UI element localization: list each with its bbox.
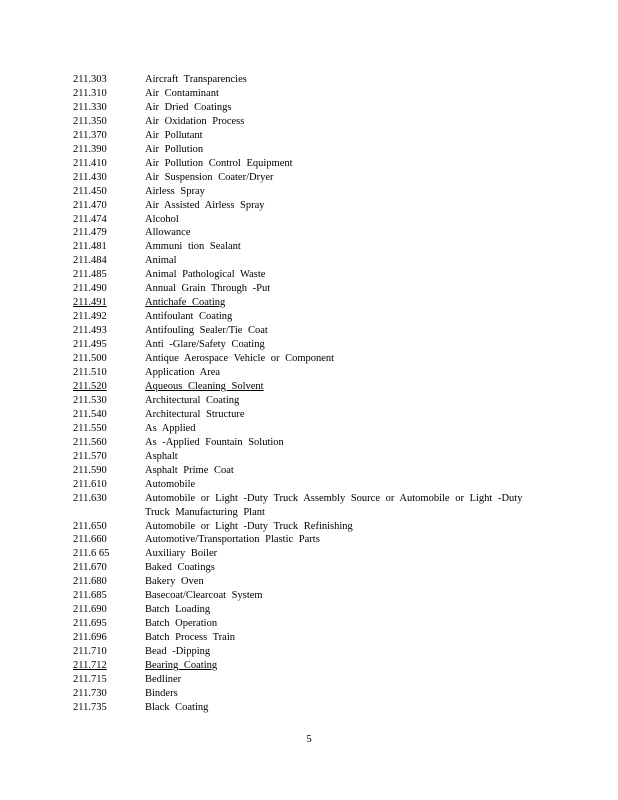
section-number: 211.484 <box>73 255 107 267</box>
section-number: 211.470 <box>73 199 107 211</box>
defined-term: Alcohol <box>145 213 179 225</box>
index-entry <box>73 87 543 101</box>
defined-term: Antique Aerospace Vehicle or Component <box>145 353 335 365</box>
defined-term: Animal <box>145 255 177 267</box>
defined-term: Basecoat/Clearcoat System <box>145 590 263 602</box>
index-entry <box>73 115 543 129</box>
section-number: 211.630 <box>73 492 107 504</box>
index-entry <box>73 282 543 296</box>
defined-term: Bedliner <box>145 673 182 685</box>
section-number: 211.715 <box>73 673 107 685</box>
defined-term: Aqueous Cleaning Solvent <box>145 380 264 392</box>
index-entry <box>73 380 543 394</box>
defined-term: Antichafe Coating <box>145 297 226 309</box>
index-entry <box>73 436 543 450</box>
index-entry <box>73 171 543 185</box>
defined-term: Batch Operation <box>145 618 218 630</box>
section-number: 211.490 <box>73 283 107 295</box>
definition-index-list <box>73 73 543 715</box>
defined-term: Air Pollutant <box>145 129 203 141</box>
section-number: 211.495 <box>73 339 107 351</box>
section-number: 211.660 <box>73 534 107 546</box>
defined-term: Bearing Coating <box>145 660 218 672</box>
defined-term: Binders <box>145 687 178 699</box>
defined-term: Batch Loading <box>145 604 211 616</box>
section-number: 211.479 <box>73 227 107 239</box>
index-entry <box>73 213 543 227</box>
index-entry <box>73 254 543 268</box>
section-number: 211.492 <box>73 311 107 323</box>
index-entry <box>73 268 543 282</box>
defined-term: Architectural Structure <box>145 408 245 420</box>
section-number: 211.310 <box>73 87 107 99</box>
defined-term: Antifouling Sealer/Tie Coat <box>145 325 268 337</box>
defined-term: Airless Spray <box>145 185 205 197</box>
index-entry <box>73 129 543 143</box>
section-number: 211.730 <box>73 687 107 699</box>
index-entry <box>73 575 543 589</box>
index-entry <box>73 199 543 213</box>
section-number: 211.670 <box>73 562 107 574</box>
section-number: 211.560 <box>73 436 107 448</box>
index-entry <box>73 701 543 715</box>
defined-term: Antifoulant Coating <box>145 311 233 323</box>
index-entry <box>73 561 543 575</box>
defined-term: Air Suspension Coater/Dryer <box>145 171 274 183</box>
section-number: 211.650 <box>73 520 107 532</box>
index-entry <box>73 143 543 157</box>
index-entry <box>73 101 543 115</box>
index-entry <box>73 185 543 199</box>
index-entry <box>73 589 543 603</box>
index-entry <box>73 673 543 687</box>
defined-term: Air Pollution <box>145 143 204 155</box>
section-number: 211.712 <box>73 660 107 672</box>
defined-term: Asphalt <box>145 450 178 462</box>
section-number: 211.303 <box>73 74 107 85</box>
section-number: 211.330 <box>73 101 107 113</box>
section-number: 211.493 <box>73 325 107 337</box>
defined-term: Bakery Oven <box>145 576 204 588</box>
section-number: 211.710 <box>73 646 107 658</box>
defined-term: Automobile <box>145 478 196 490</box>
section-number: 211.485 <box>73 269 107 281</box>
defined-term: Air Assisted Airless Spray <box>145 199 265 211</box>
index-entry <box>73 603 543 617</box>
defined-term: Automotive/Transportation Plastic Parts <box>145 534 320 546</box>
defined-term: Air Oxidation Process <box>145 115 245 127</box>
page-number: 5 <box>306 733 312 745</box>
section-number: 211.570 <box>73 450 107 462</box>
index-entry <box>73 547 543 561</box>
section-number: 211.590 <box>73 464 107 476</box>
defined-term: Ammuni tion Sealant <box>145 241 241 253</box>
defined-term: Air Pollution Control Equipment <box>145 157 293 169</box>
section-number: 211.680 <box>73 576 107 588</box>
index-entry <box>73 408 543 422</box>
defined-term: Application Area <box>145 367 221 379</box>
index-entry <box>73 240 543 254</box>
index-entry <box>73 645 543 659</box>
index-entry <box>73 226 543 240</box>
defined-term: Automobile or Light -Duty Truck Refinishing <box>145 520 353 532</box>
index-entry <box>73 617 543 631</box>
section-number: 211.685 <box>73 590 107 602</box>
defined-term: Baked Coatings <box>145 562 215 574</box>
defined-term: As -Applied Fountain Solution <box>145 436 284 448</box>
defined-term: Auxiliary Boiler <box>145 548 218 560</box>
defined-term: Animal Pathological Waste <box>145 269 266 281</box>
index-entry <box>73 73 543 87</box>
index-entry <box>73 366 543 380</box>
defined-term: Air Dried Coatings <box>145 101 232 113</box>
section-number: 211.6 65 <box>73 548 110 560</box>
index-entry <box>73 422 543 436</box>
defined-term: Black Coating <box>145 701 209 713</box>
section-number: 211.695 <box>73 618 107 630</box>
index-entry <box>73 296 543 310</box>
index-entry <box>73 492 543 520</box>
defined-term: Bead -Dipping <box>145 646 211 658</box>
section-number: 211.450 <box>73 185 107 197</box>
section-number: 211.530 <box>73 394 107 406</box>
defined-term: As Applied <box>145 422 196 434</box>
section-number: 211.735 <box>73 701 107 713</box>
section-number: 211.696 <box>73 632 107 644</box>
defined-term: Allowance <box>145 227 191 239</box>
defined-term: Air Contaminant <box>145 87 219 99</box>
section-number: 211.430 <box>73 171 107 183</box>
section-number: 211.474 <box>73 213 107 225</box>
defined-term: Annual Grain Through -Put <box>145 283 271 295</box>
index-entry <box>73 352 543 366</box>
defined-term: Anti -Glare/Safety Coating <box>145 339 265 351</box>
index-entry <box>73 450 543 464</box>
defined-term: Aircraft Transparencies <box>145 74 247 85</box>
section-number: 211.510 <box>73 367 107 379</box>
section-number: 211.690 <box>73 604 107 616</box>
defined-term: Asphalt Prime Coat <box>145 464 234 476</box>
index-entry <box>73 310 543 324</box>
section-number: 211.370 <box>73 129 107 141</box>
index-entry <box>73 157 543 171</box>
index-entry <box>73 464 543 478</box>
defined-term: Batch Process Train <box>145 632 235 644</box>
index-entry <box>73 520 543 534</box>
index-entry <box>73 687 543 701</box>
defined-term: Architectural Coating <box>145 394 240 406</box>
section-number: 211.390 <box>73 143 107 155</box>
section-number: 211.540 <box>73 408 107 420</box>
section-number: 211.481 <box>73 241 107 253</box>
index-entry <box>73 533 543 547</box>
section-number: 211.610 <box>73 478 107 490</box>
defined-term: Automobile or Light -Duty Truck Assembly Source or Automobile or Light -Duty Truck Manufacturing Plant <box>145 492 523 518</box>
section-number: 211.491 <box>73 297 107 309</box>
index-entry <box>73 659 543 673</box>
section-number: 211.550 <box>73 422 107 434</box>
section-number: 211.500 <box>73 353 107 365</box>
index-entry <box>73 394 543 408</box>
section-number: 211.410 <box>73 157 107 169</box>
section-number: 211.520 <box>73 380 107 392</box>
index-entry <box>73 478 543 492</box>
index-entry <box>73 631 543 645</box>
section-number: 211.350 <box>73 115 107 127</box>
index-entry <box>73 324 543 338</box>
index-entry <box>73 338 543 352</box>
